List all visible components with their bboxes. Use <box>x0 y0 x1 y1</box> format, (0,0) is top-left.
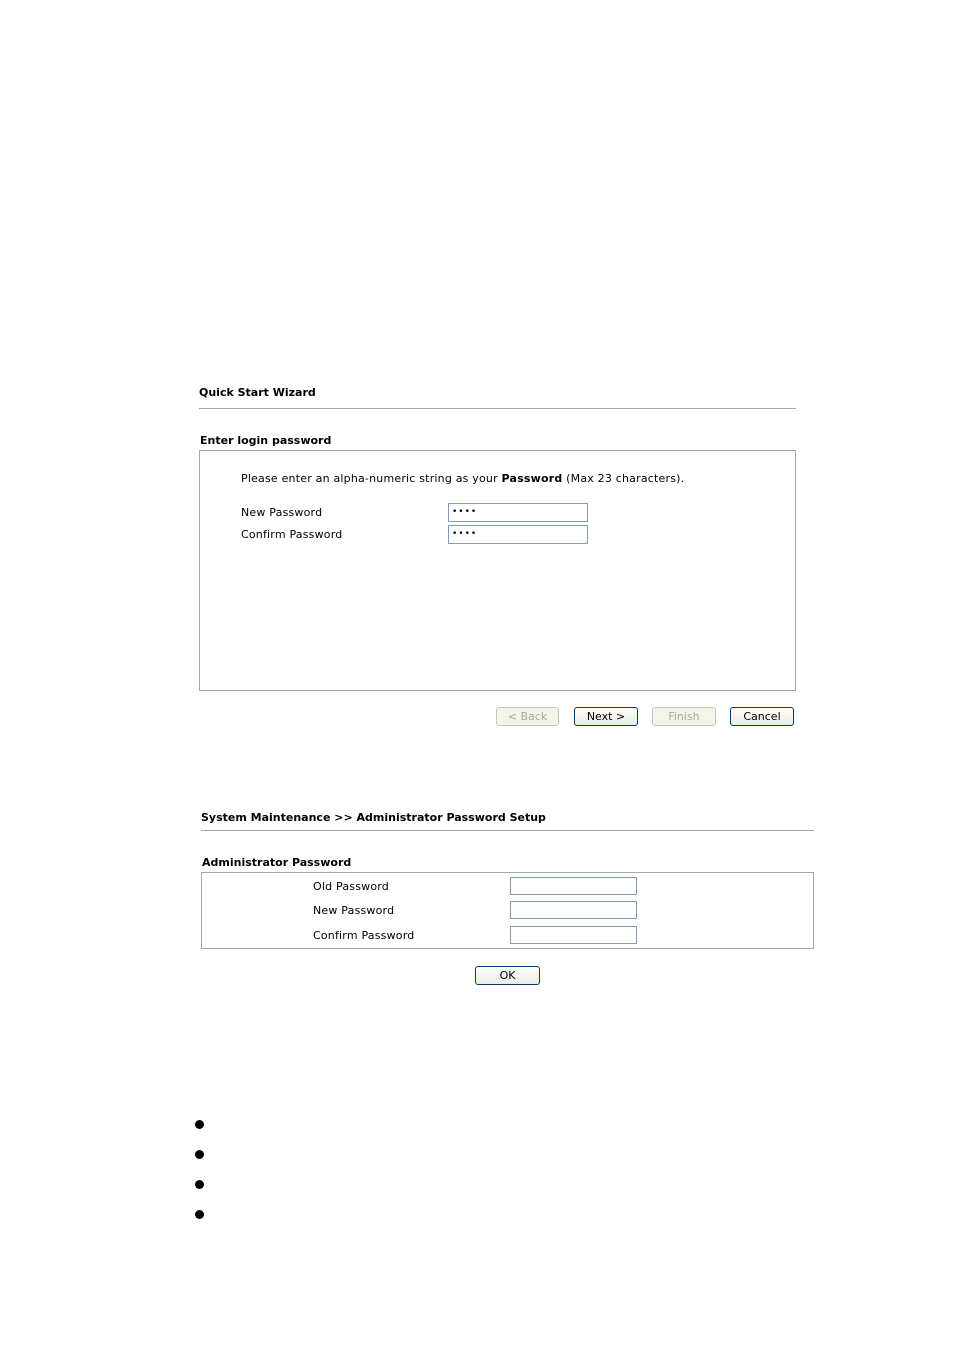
finish-button[interactable]: Finish <box>652 707 716 726</box>
admin-confirm-password-label: Confirm Password <box>313 929 415 942</box>
admin-new-password-label: New Password <box>313 904 395 917</box>
instruction-bold: Password <box>501 472 563 485</box>
bullet-point <box>195 1210 204 1219</box>
wizard-title-divider <box>199 408 796 409</box>
wizard-title: Quick Start Wizard <box>199 386 316 399</box>
wizard-panel <box>199 450 796 691</box>
back-button[interactable]: < Back <box>496 707 559 726</box>
wizard-confirm-password-input[interactable]: •••• <box>448 525 588 544</box>
wizard-new-password-label: New Password <box>241 506 323 519</box>
wizard-section-title: Enter login password <box>200 434 332 447</box>
admin-breadcrumb: System Maintenance >> Administrator Password Setup <box>201 811 546 824</box>
instruction-prefix: Please enter an alpha-numeric string as your <box>241 472 498 485</box>
wizard-confirm-password-label: Confirm Password <box>241 528 343 541</box>
admin-confirm-password-input[interactable] <box>510 926 637 944</box>
bullet-point <box>195 1180 204 1189</box>
bullet-point <box>195 1150 204 1159</box>
bullet-point <box>195 1120 204 1129</box>
old-password-label: Old Password <box>313 880 389 893</box>
admin-title-divider <box>201 830 814 831</box>
cancel-button[interactable]: Cancel <box>730 707 794 726</box>
wizard-instruction <box>241 472 684 485</box>
old-password-input[interactable] <box>510 877 637 895</box>
admin-new-password-input[interactable] <box>510 901 637 919</box>
next-button[interactable]: Next > <box>574 707 638 726</box>
wizard-new-password-input[interactable]: •••• <box>448 503 588 522</box>
admin-panel <box>201 872 814 949</box>
ok-button[interactable]: OK <box>475 966 540 985</box>
instruction-suffix: (Max 23 characters). <box>566 472 685 485</box>
admin-section-title: Administrator Password <box>202 856 352 869</box>
